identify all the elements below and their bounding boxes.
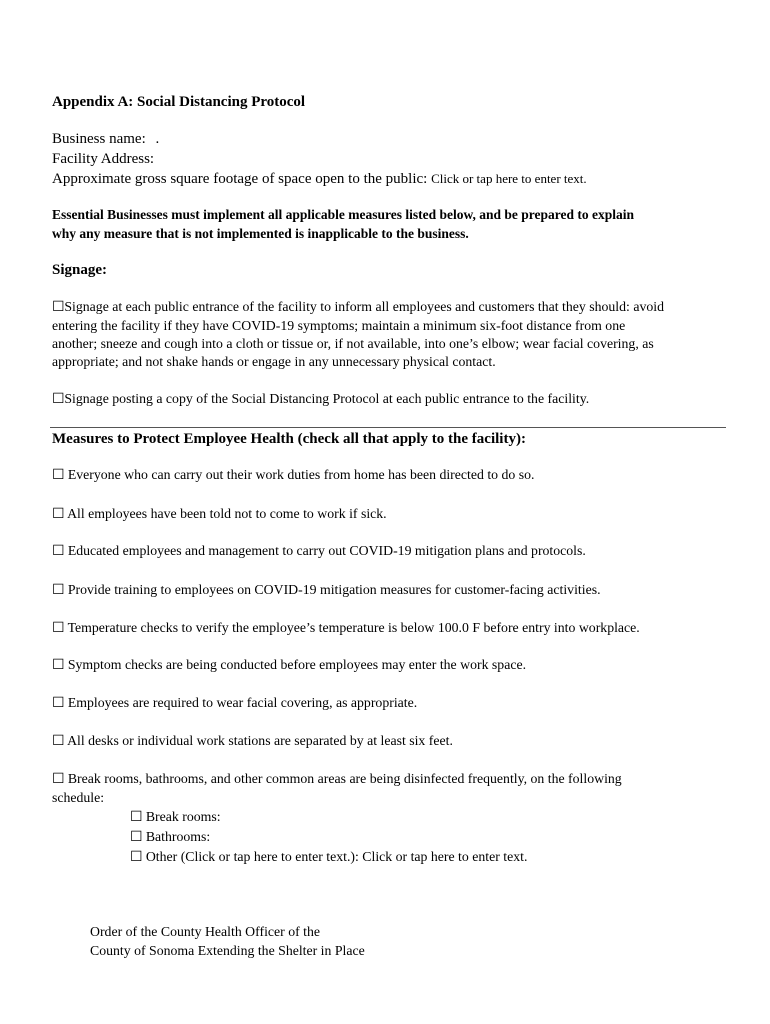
signage-text: entering the facility if they have COVID-19 symptoms; maintain a minimum six-foot distance from one: [52, 318, 626, 333]
measure-item: [52, 771, 622, 787]
checkbox[interactable]: ☐: [52, 506, 65, 521]
square-footage-input[interactable]: Click or tap here to enter text.: [431, 171, 587, 186]
measure-text: Symptom checks are being conducted before employees may enter the work space.: [67, 657, 527, 672]
signage-item: [52, 391, 589, 407]
checkbox[interactable]: ☐: [52, 543, 65, 558]
signage-text: appropriate; and not shake hands or engage in any unnecessary physical contact.: [52, 354, 496, 369]
measure-item: [52, 582, 601, 598]
checkbox[interactable]: ☐: [52, 771, 65, 786]
schedule-sub-item: [130, 829, 210, 845]
signage-text: another; sneeze and cough into a cloth or tissue or, if not available, into one’s elbow; wear facial covering, as: [52, 336, 654, 351]
footer-line: Order of the County Health Officer of the: [90, 924, 320, 939]
measure-text: Everyone who can carry out their work duties from home has been directed to do so.: [67, 467, 535, 482]
business-name-field: [52, 131, 159, 148]
footer-line: County of Sonoma Extending the Shelter in Place: [90, 943, 365, 958]
measure-item: [52, 657, 526, 673]
measure-text: Employees are required to wear facial covering, as appropriate.: [67, 695, 418, 710]
schedule-sub-item: [130, 849, 527, 865]
signage-text: Signage at each public entrance of the facility to inform all employees and customers that they should: avoid: [64, 299, 664, 314]
schedule-text[interactable]: Other (Click or tap here to enter text.): Click or tap here to enter text.: [145, 849, 528, 864]
business-name-value[interactable]: .: [155, 131, 160, 147]
notice-line: Essential Businesses must implement all applicable measures listed below, and be prepared to explain: [52, 207, 635, 222]
measure-item: [52, 543, 586, 559]
page-title: Appendix A: Social Distancing Protocol: [52, 94, 306, 110]
notice-line: why any measure that is not implemented is inapplicable to the business.: [52, 226, 469, 241]
checkbox[interactable]: ☐: [52, 299, 65, 314]
measure-item: [52, 467, 534, 483]
checkbox[interactable]: ☐: [130, 829, 143, 844]
schedule-text: Bathrooms:: [145, 829, 211, 844]
measure-item: [52, 695, 417, 711]
checkbox[interactable]: ☐: [52, 582, 65, 597]
measure-text: Educated employees and management to carry out COVID-19 mitigation plans and protocols.: [67, 543, 586, 558]
measure-text: Temperature checks to verify the employee’s temperature is below 100.0 F before entry into workplace.: [67, 620, 640, 635]
measure-text: All desks or individual work stations are separated by at least six feet.: [67, 733, 453, 748]
section-divider: [50, 427, 726, 428]
measure-text: Provide training to employees on COVID-19 mitigation measures for customer-facing activities.: [67, 582, 601, 597]
facility-address-field: [52, 151, 154, 168]
measure-item: [52, 733, 453, 749]
checkbox[interactable]: ☐: [52, 695, 65, 710]
signage-text: Signage posting a copy of the Social Distancing Protocol at each public entrance to the facility.: [64, 391, 590, 406]
checkbox[interactable]: ☐: [52, 467, 65, 482]
checkbox[interactable]: ☐: [52, 620, 65, 635]
checkbox[interactable]: ☐: [52, 733, 65, 748]
schedule-text: Break rooms:: [145, 809, 221, 824]
checkbox[interactable]: ☐: [52, 657, 65, 672]
measure-item: [52, 506, 387, 522]
checkbox[interactable]: ☐: [52, 391, 65, 406]
facility-address-label: Facility Address:: [52, 151, 155, 167]
measure-item: [52, 620, 640, 636]
measures-heading: Measures to Protect Employee Health (check all that apply to the facility):: [52, 431, 526, 447]
square-footage-field: [52, 171, 587, 188]
schedule-sub-item: [130, 809, 221, 825]
checkbox[interactable]: ☐: [130, 849, 143, 864]
checkbox[interactable]: ☐: [130, 809, 143, 824]
measure-text: schedule:: [52, 790, 105, 805]
signage-heading: Signage:: [52, 262, 108, 278]
business-name-label: Business name:: [52, 131, 146, 147]
measure-text: All employees have been told not to come to work if sick.: [67, 506, 387, 521]
measure-text: Break rooms, bathrooms, and other common areas are being disinfected frequently, on the following: [67, 771, 622, 786]
square-footage-label: Approximate gross square footage of space open to the public:: [52, 171, 428, 187]
signage-item: [52, 299, 664, 315]
